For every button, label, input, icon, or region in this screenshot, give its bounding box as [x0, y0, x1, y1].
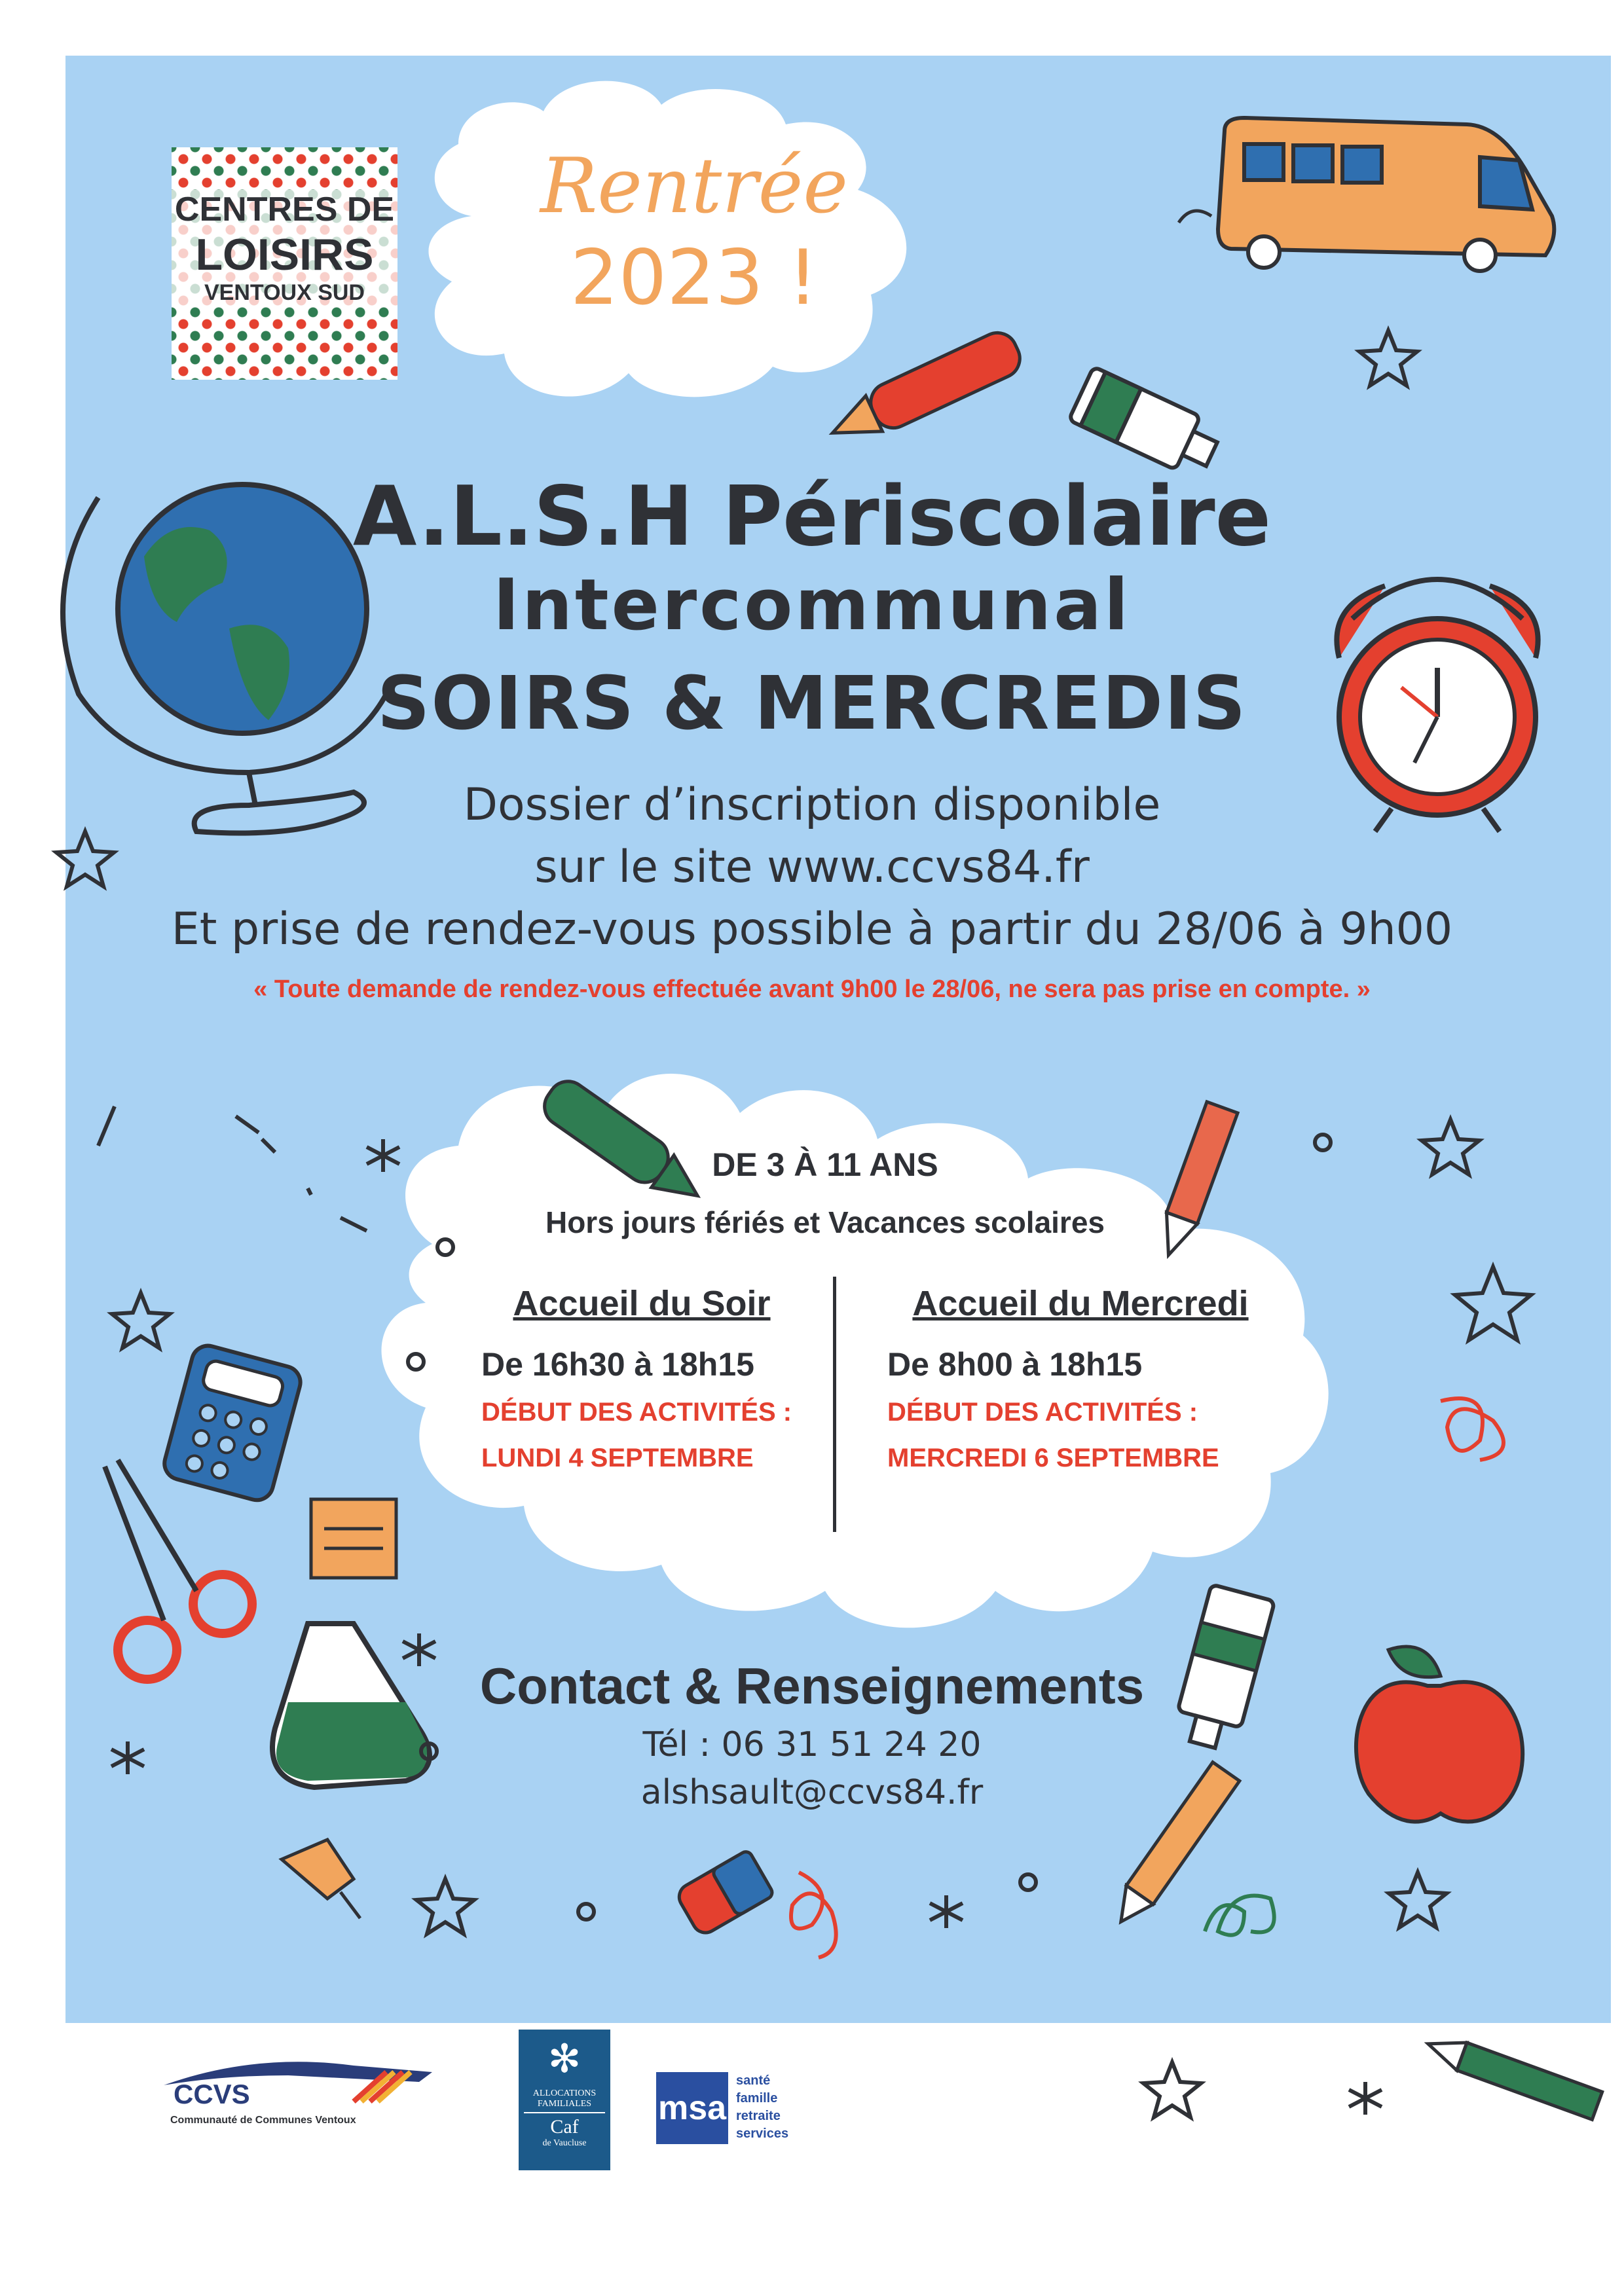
msa-line-4: services	[736, 2126, 789, 2141]
mercredi-start-label: DÉBUT DES ACTIVITÉS :	[887, 1398, 1198, 1427]
squiggle-green	[1205, 1896, 1274, 1935]
pushpin-icon	[282, 1840, 360, 1918]
caf-line-1: ALLOCATIONS	[532, 2088, 597, 2098]
mercredi-hours: De 8h00 à 18h15	[887, 1346, 1143, 1383]
ccvs-subtitle: Communauté de Communes Ventoux	[170, 2115, 356, 2126]
soir-start-date: LUNDI 4 SEPTEMBRE	[481, 1444, 754, 1472]
sticky-note-icon	[311, 1499, 396, 1578]
rentree-text: Rentrée	[540, 142, 849, 230]
schedule-note: Hors jours fériés et Vacances scolaires	[545, 1205, 1105, 1239]
info-line-2[interactable]: sur le site www.ccvs84.fr	[534, 841, 1090, 893]
age-range: DE 3 À 11 ANS	[712, 1146, 938, 1183]
logo-text-2: LOISIRS	[172, 229, 397, 280]
caf-line-2: FAMILIALES	[537, 2099, 592, 2109]
green-pencil-icon	[1423, 2030, 1602, 2119]
warning-note: « Toute demande de rendez-vous effectuée avant 9h00 le 28/06, ne sera pas prise en compte. »	[253, 975, 1371, 1003]
info-line-3: Et prise de rendez-vous possible à partir du 28/06 à 9h00	[171, 903, 1453, 955]
msa-mark: msa	[656, 2072, 728, 2144]
paint-tube-icon	[1069, 367, 1224, 481]
subtitle-intercommunal: Intercommunal	[492, 564, 1132, 646]
rentree-badge	[511, 141, 877, 324]
logo-text-3: VENTOUX SUD	[172, 280, 397, 306]
squiggle-red	[1441, 1398, 1504, 1460]
caf-logo	[519, 2030, 610, 2170]
contact-email[interactable]: alshsault@ccvs84.fr	[640, 1773, 984, 1812]
calculator-icon	[161, 1342, 304, 1504]
msa-logo	[656, 2072, 807, 2144]
bus-icon	[1179, 118, 1554, 271]
msa-line-1: santé	[736, 2073, 771, 2088]
subtitle-soirs-mercredis: SOIRS & MERCREDIS	[377, 661, 1247, 746]
soir-start-label: DÉBUT DES ACTIVITÉS :	[481, 1398, 792, 1427]
squiggle-red-bottom	[791, 1872, 836, 1958]
soir-hours: De 16h30 à 18h15	[481, 1346, 754, 1383]
year-text: 2023 !	[570, 234, 819, 322]
contact-heading: Contact & Renseignements	[479, 1657, 1145, 1715]
info-line-1: Dossier d’inscription disponible	[463, 779, 1161, 831]
mercredi-start-date: MERCREDI 6 SEPTEMBRE	[887, 1444, 1219, 1472]
soir-heading: Accueil du Soir	[513, 1284, 771, 1323]
caf-family-icon: ✻	[547, 2037, 581, 2081]
ccvs-name: CCVS	[174, 2079, 250, 2109]
logo-text-1: CENTRES DE	[172, 190, 397, 229]
eraser-icon	[674, 1850, 775, 1937]
contact-phone[interactable]: Tél : 06 31 51 24 20	[642, 1725, 982, 1764]
mercredi-heading: Accueil du Mercredi	[912, 1284, 1249, 1323]
caf-line-3: Caf	[550, 2116, 579, 2138]
column-divider	[833, 1277, 836, 1532]
centres-de-loisirs-logo	[172, 147, 397, 380]
main-title: A.L.S.H Périscolaire	[352, 468, 1272, 564]
ccvs-logo	[157, 2046, 439, 2124]
msa-line-2: famille	[736, 2091, 778, 2105]
msa-line-3: retraite	[736, 2109, 781, 2123]
caf-line-4: de Vaucluse	[542, 2138, 587, 2148]
